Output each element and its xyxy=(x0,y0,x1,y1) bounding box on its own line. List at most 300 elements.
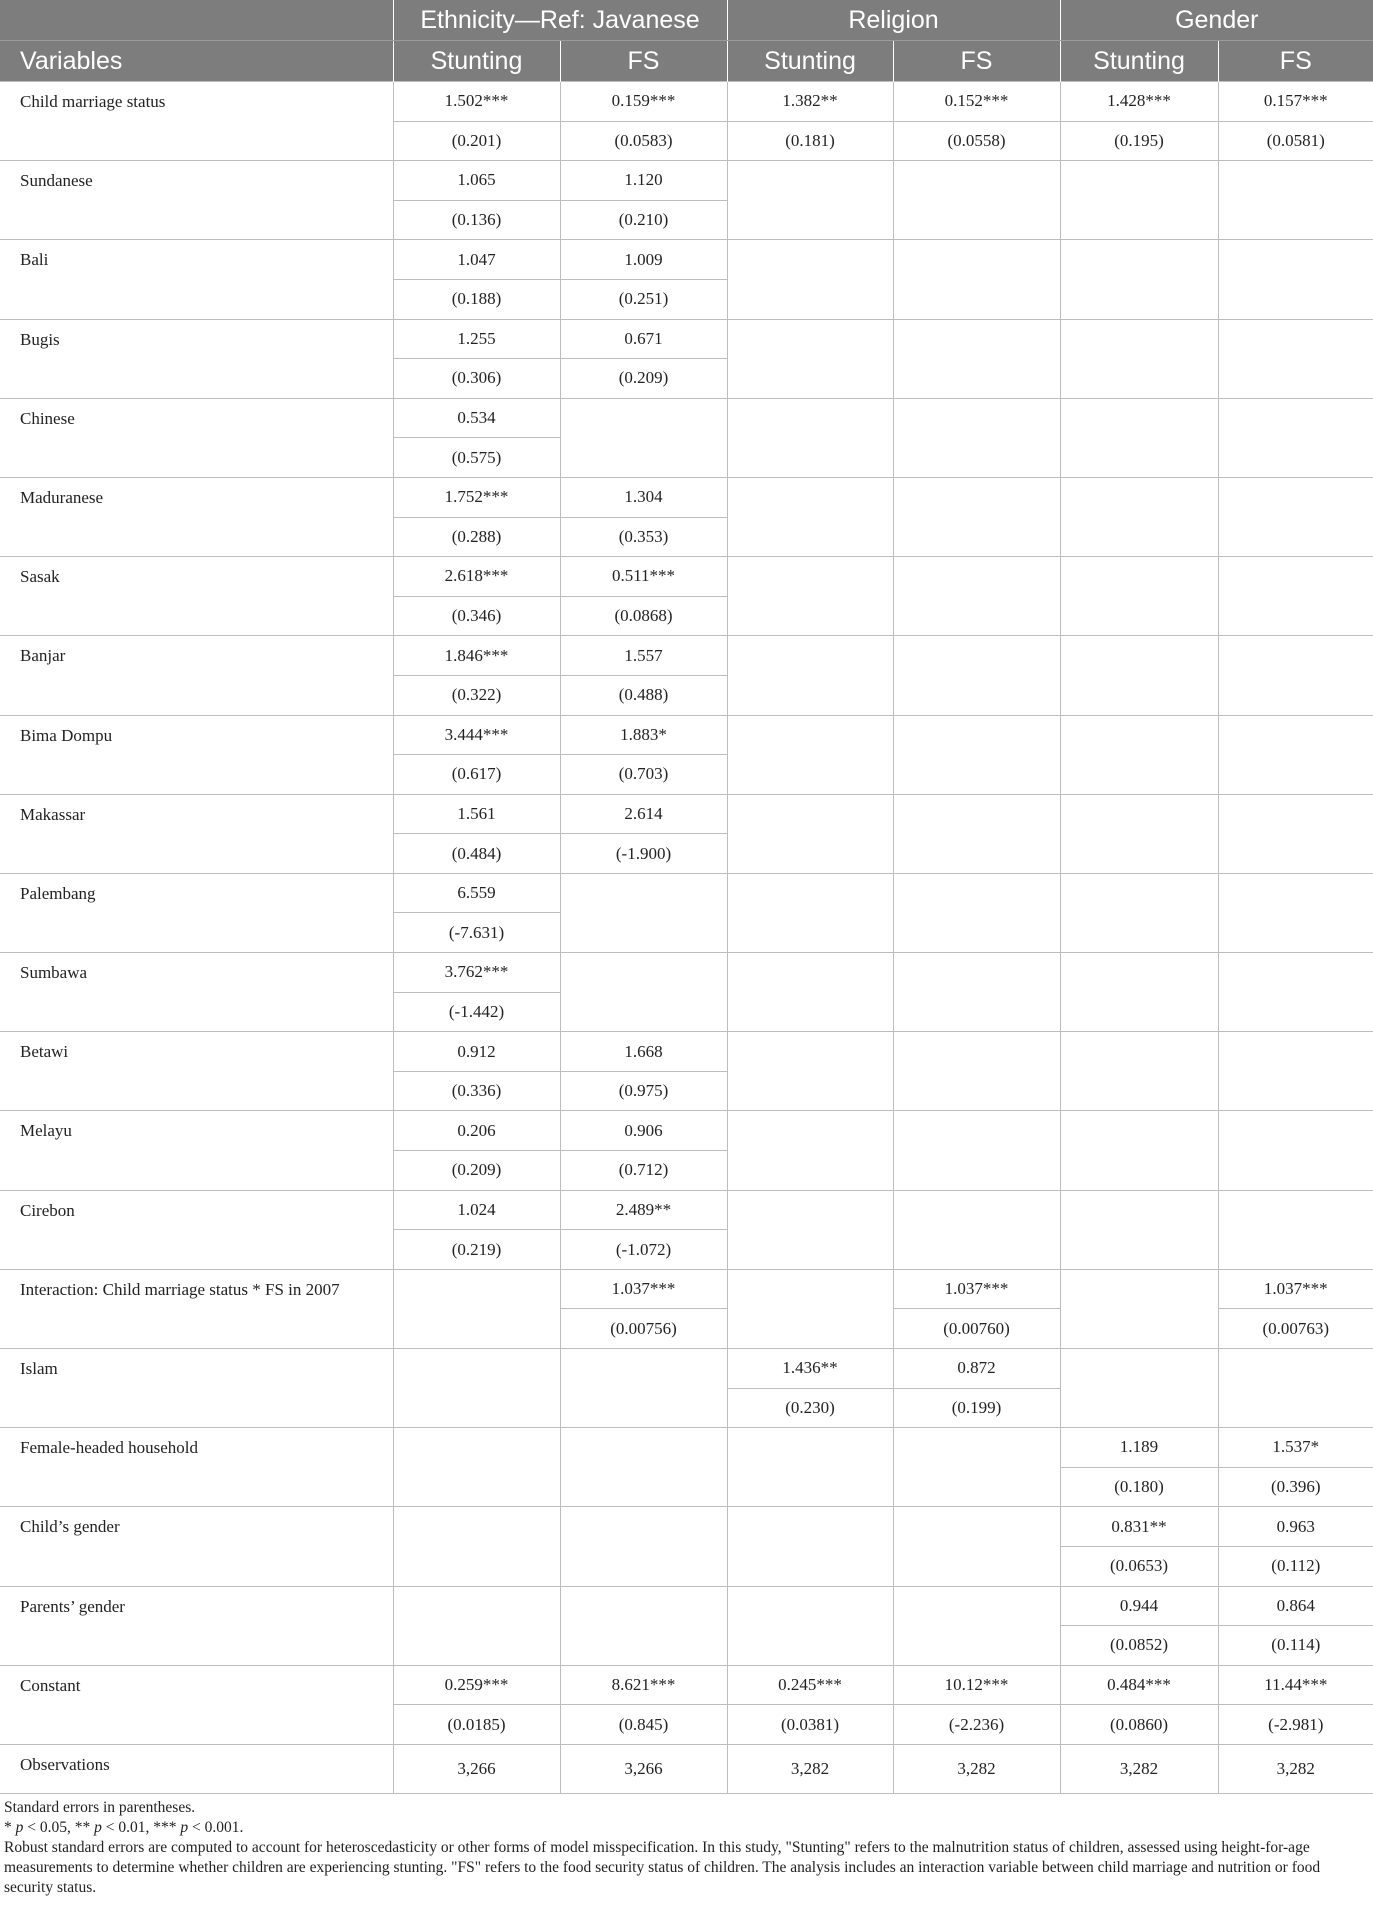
empty-cell xyxy=(727,398,893,438)
empty-cell xyxy=(727,992,893,1032)
std-error-cell: (0.703) xyxy=(560,755,727,795)
empty-cell xyxy=(393,1428,560,1468)
empty-cell xyxy=(727,557,893,597)
table-row xyxy=(0,557,1373,597)
group-header-religion: Religion xyxy=(727,0,1060,41)
std-error-cell: (0.114) xyxy=(1218,1626,1373,1666)
std-error-cell: (0.112) xyxy=(1218,1546,1373,1586)
std-error-cell: (0.306) xyxy=(393,359,560,399)
empty-cell xyxy=(560,913,727,953)
std-error-cell: (0.336) xyxy=(393,1071,560,1111)
std-error-cell: (0.288) xyxy=(393,517,560,557)
variable-name: Melayu xyxy=(0,1111,393,1190)
empty-cell xyxy=(1060,279,1218,319)
empty-cell xyxy=(727,161,893,201)
coefficient-cell: 0.484*** xyxy=(1060,1665,1218,1705)
empty-cell xyxy=(560,1507,727,1547)
std-error-cell: (0.201) xyxy=(393,121,560,161)
empty-cell xyxy=(1060,1151,1218,1191)
empty-cell xyxy=(893,636,1060,676)
empty-cell xyxy=(727,913,893,953)
empty-cell xyxy=(727,1586,893,1626)
empty-cell xyxy=(893,596,1060,636)
empty-cell xyxy=(893,755,1060,795)
empty-cell xyxy=(727,1626,893,1666)
empty-cell xyxy=(393,1586,560,1626)
std-error-cell: (0.0381) xyxy=(727,1705,893,1745)
empty-cell xyxy=(727,1467,893,1507)
std-error-cell: (0.0868) xyxy=(560,596,727,636)
coefficient-cell: 1.255 xyxy=(393,319,560,359)
empty-cell xyxy=(893,359,1060,399)
coefficient-cell: 0.259*** xyxy=(393,1665,560,1705)
empty-cell xyxy=(393,1546,560,1586)
coefficient-cell: 6.559 xyxy=(393,873,560,913)
coefficient-cell: 0.864 xyxy=(1218,1586,1373,1626)
empty-cell xyxy=(893,953,1060,993)
empty-cell xyxy=(1218,675,1373,715)
empty-cell xyxy=(1060,953,1218,993)
coefficient-cell: 0.157*** xyxy=(1218,82,1373,122)
empty-cell xyxy=(1218,279,1373,319)
std-error-cell: (0.396) xyxy=(1218,1467,1373,1507)
variable-name: Child marriage status xyxy=(0,82,393,161)
empty-cell xyxy=(1060,517,1218,557)
empty-cell xyxy=(393,1467,560,1507)
coefficient-cell: 0.944 xyxy=(1060,1586,1218,1626)
std-error-cell: (0.617) xyxy=(393,755,560,795)
empty-cell xyxy=(893,1507,1060,1547)
table-row xyxy=(0,161,1373,201)
table-row xyxy=(0,1269,1373,1309)
empty-cell xyxy=(393,1388,560,1428)
empty-cell xyxy=(727,200,893,240)
empty-cell xyxy=(727,636,893,676)
empty-cell xyxy=(1060,1071,1218,1111)
coefficient-cell: 1.189 xyxy=(1060,1428,1218,1468)
table-row xyxy=(0,477,1373,517)
empty-cell xyxy=(1218,398,1373,438)
empty-cell xyxy=(560,1349,727,1389)
table-row xyxy=(0,1111,1373,1151)
empty-cell xyxy=(893,1111,1060,1151)
std-error-cell: (0.346) xyxy=(393,596,560,636)
coefficient-cell: 1.037*** xyxy=(1218,1269,1373,1309)
empty-cell xyxy=(893,992,1060,1032)
observations-row xyxy=(0,1744,1373,1793)
empty-cell xyxy=(727,834,893,874)
empty-cell xyxy=(893,1151,1060,1191)
empty-cell xyxy=(893,1467,1060,1507)
std-error-cell: (0.322) xyxy=(393,675,560,715)
empty-cell xyxy=(727,1151,893,1191)
empty-cell xyxy=(727,1230,893,1270)
coefficient-cell: 0.152*** xyxy=(893,82,1060,122)
coefficient-cell: 1.846*** xyxy=(393,636,560,676)
empty-cell xyxy=(1218,319,1373,359)
std-error-cell: (0.209) xyxy=(393,1151,560,1191)
empty-cell xyxy=(560,992,727,1032)
column-header: FS xyxy=(893,41,1060,82)
empty-cell xyxy=(893,794,1060,834)
std-error-cell: (0.230) xyxy=(727,1388,893,1428)
empty-cell xyxy=(1060,1230,1218,1270)
empty-cell xyxy=(1060,1190,1218,1230)
empty-cell xyxy=(1060,675,1218,715)
observations-cell: 3,282 xyxy=(1218,1744,1373,1793)
coefficient-cell: 3.444*** xyxy=(393,715,560,755)
coefficient-cell: 1.047 xyxy=(393,240,560,280)
coefficient-cell: 1.382** xyxy=(727,82,893,122)
empty-cell xyxy=(893,1626,1060,1666)
empty-cell xyxy=(893,1032,1060,1072)
coefficient-cell: 0.671 xyxy=(560,319,727,359)
coefficient-cell: 1.037*** xyxy=(560,1269,727,1309)
empty-cell xyxy=(560,1428,727,1468)
empty-cell xyxy=(1060,200,1218,240)
variable-name: Betawi xyxy=(0,1032,393,1111)
variable-name: Sundanese xyxy=(0,161,393,240)
empty-cell xyxy=(560,1388,727,1428)
empty-cell xyxy=(893,873,1060,913)
empty-cell xyxy=(1060,161,1218,201)
coefficient-cell: 0.872 xyxy=(893,1349,1060,1389)
variable-name: Maduranese xyxy=(0,477,393,556)
coefficient-cell: 10.12*** xyxy=(893,1665,1060,1705)
variable-name: Female-headed household xyxy=(0,1428,393,1507)
table-body xyxy=(0,82,1373,1794)
std-error-cell: (-1.072) xyxy=(560,1230,727,1270)
coefficient-cell: 0.912 xyxy=(393,1032,560,1072)
empty-cell xyxy=(1218,1388,1373,1428)
table-row xyxy=(0,398,1373,438)
empty-cell xyxy=(727,319,893,359)
empty-cell xyxy=(1218,517,1373,557)
empty-cell xyxy=(727,755,893,795)
variable-name: Palembang xyxy=(0,873,393,952)
empty-cell xyxy=(893,913,1060,953)
observations-cell: 3,282 xyxy=(727,1744,893,1793)
coefficient-cell: 3.762*** xyxy=(393,953,560,993)
variable-name: Sumbawa xyxy=(0,953,393,1032)
std-error-cell: (0.488) xyxy=(560,675,727,715)
std-error-cell: (0.353) xyxy=(560,517,727,557)
empty-cell xyxy=(893,438,1060,478)
empty-cell xyxy=(893,477,1060,517)
std-error-cell: (0.188) xyxy=(393,279,560,319)
coefficient-cell: 0.159*** xyxy=(560,82,727,122)
empty-cell xyxy=(1060,913,1218,953)
observations-cell: 3,282 xyxy=(1060,1744,1218,1793)
coefficient-cell: 2.489** xyxy=(560,1190,727,1230)
empty-cell xyxy=(1218,913,1373,953)
coefficient-cell: 1.752*** xyxy=(393,477,560,517)
empty-cell xyxy=(1218,873,1373,913)
table-row xyxy=(0,319,1373,359)
coefficient-cell: 0.831** xyxy=(1060,1507,1218,1547)
table-notes xyxy=(0,1794,1373,1898)
variable-name: Makassar xyxy=(0,794,393,873)
empty-cell xyxy=(560,1626,727,1666)
empty-cell xyxy=(727,279,893,319)
group-header-gender: Gender xyxy=(1060,0,1373,41)
empty-cell xyxy=(393,1626,560,1666)
std-error-cell: (0.00760) xyxy=(893,1309,1060,1349)
std-error-cell: (0.484) xyxy=(393,834,560,874)
empty-cell xyxy=(893,517,1060,557)
empty-cell xyxy=(893,1190,1060,1230)
column-header: FS xyxy=(1218,41,1373,82)
table-row xyxy=(0,1032,1373,1072)
empty-cell xyxy=(893,1586,1060,1626)
empty-cell xyxy=(1060,438,1218,478)
empty-cell xyxy=(1060,398,1218,438)
empty-cell xyxy=(727,240,893,280)
empty-cell xyxy=(1218,1111,1373,1151)
empty-cell xyxy=(893,240,1060,280)
empty-cell xyxy=(893,675,1060,715)
variable-name: Bugis xyxy=(0,319,393,398)
std-error-cell: (0.181) xyxy=(727,121,893,161)
std-error-cell: (-7.631) xyxy=(393,913,560,953)
coefficient-cell: 1.668 xyxy=(560,1032,727,1072)
column-header: Stunting xyxy=(1060,41,1218,82)
observations-cell: 3,266 xyxy=(393,1744,560,1793)
column-header: Stunting xyxy=(727,41,893,82)
coefficient-cell: 0.206 xyxy=(393,1111,560,1151)
empty-cell xyxy=(727,675,893,715)
coefficient-cell: 1.557 xyxy=(560,636,727,676)
table-row xyxy=(0,636,1373,676)
empty-cell xyxy=(1218,794,1373,834)
empty-cell xyxy=(560,398,727,438)
empty-cell xyxy=(1060,1388,1218,1428)
std-error-cell: (0.0852) xyxy=(1060,1626,1218,1666)
empty-cell xyxy=(893,1230,1060,1270)
empty-cell xyxy=(893,161,1060,201)
table-row xyxy=(0,953,1373,993)
empty-cell xyxy=(393,1349,560,1389)
empty-cell xyxy=(1060,359,1218,399)
variable-name: Chinese xyxy=(0,398,393,477)
empty-cell xyxy=(560,953,727,993)
coefficient-cell: 11.44*** xyxy=(1218,1665,1373,1705)
empty-cell xyxy=(727,359,893,399)
variable-name: Parents’ gender xyxy=(0,1586,393,1665)
empty-cell xyxy=(1060,992,1218,1032)
empty-cell xyxy=(727,1507,893,1547)
empty-cell xyxy=(1060,1309,1218,1349)
empty-cell xyxy=(1060,240,1218,280)
empty-cell xyxy=(1218,596,1373,636)
table-row xyxy=(0,82,1373,122)
empty-cell xyxy=(1060,1032,1218,1072)
empty-cell xyxy=(1218,200,1373,240)
std-error-cell: (0.210) xyxy=(560,200,727,240)
variable-name: Banjar xyxy=(0,636,393,715)
empty-cell xyxy=(727,715,893,755)
empty-cell xyxy=(727,953,893,993)
group-header-ethnicity: Ethnicity—Ref: Javanese xyxy=(393,0,727,41)
coefficient-cell: 1.883* xyxy=(560,715,727,755)
empty-cell xyxy=(560,1546,727,1586)
empty-cell xyxy=(1218,1349,1373,1389)
std-error-cell: (0.195) xyxy=(1060,121,1218,161)
empty-cell xyxy=(1218,359,1373,399)
coefficient-cell: 0.534 xyxy=(393,398,560,438)
coefficient-cell: 2.618*** xyxy=(393,557,560,597)
table-row xyxy=(0,240,1373,280)
empty-cell xyxy=(727,517,893,557)
std-error-cell: (0.0583) xyxy=(560,121,727,161)
empty-cell xyxy=(1218,834,1373,874)
std-error-cell: (0.199) xyxy=(893,1388,1060,1428)
empty-cell xyxy=(560,873,727,913)
header-blank xyxy=(0,0,393,41)
empty-cell xyxy=(1060,715,1218,755)
empty-cell xyxy=(1218,715,1373,755)
empty-cell xyxy=(1218,1071,1373,1111)
empty-cell xyxy=(1218,557,1373,597)
coefficient-cell: 1.009 xyxy=(560,240,727,280)
std-error-cell: (-1.442) xyxy=(393,992,560,1032)
std-error-cell: (0.0860) xyxy=(1060,1705,1218,1745)
empty-cell xyxy=(1218,636,1373,676)
variable-name: Cirebon xyxy=(0,1190,393,1269)
empty-cell xyxy=(1060,755,1218,795)
std-error-cell: (0.209) xyxy=(560,359,727,399)
empty-cell xyxy=(893,398,1060,438)
empty-cell xyxy=(893,1071,1060,1111)
coefficient-cell: 1.120 xyxy=(560,161,727,201)
variable-name: Constant xyxy=(0,1665,393,1744)
empty-cell xyxy=(1060,1269,1218,1309)
empty-cell xyxy=(727,794,893,834)
variable-name: Sasak xyxy=(0,557,393,636)
std-error-cell: (0.845) xyxy=(560,1705,727,1745)
empty-cell xyxy=(1060,477,1218,517)
variable-name: Bima Dompu xyxy=(0,715,393,794)
table-row xyxy=(0,1190,1373,1230)
std-error-cell: (0.136) xyxy=(393,200,560,240)
coefficient-cell: 1.436** xyxy=(727,1349,893,1389)
coefficient-cell: 1.037*** xyxy=(893,1269,1060,1309)
std-error-cell: (-1.900) xyxy=(560,834,727,874)
std-error-cell: (0.251) xyxy=(560,279,727,319)
empty-cell xyxy=(393,1309,560,1349)
std-error-cell: (0.219) xyxy=(393,1230,560,1270)
empty-cell xyxy=(893,557,1060,597)
empty-cell xyxy=(1218,438,1373,478)
observations-label: Observations xyxy=(0,1744,393,1793)
empty-cell xyxy=(560,1467,727,1507)
column-header: Stunting xyxy=(393,41,560,82)
empty-cell xyxy=(893,1428,1060,1468)
column-header: FS xyxy=(560,41,727,82)
std-error-cell: (0.0185) xyxy=(393,1705,560,1745)
std-error-cell: (0.712) xyxy=(560,1151,727,1191)
std-error-cell: (0.00756) xyxy=(560,1309,727,1349)
empty-cell xyxy=(1060,1111,1218,1151)
empty-cell xyxy=(393,1507,560,1547)
coefficient-cell: 1.065 xyxy=(393,161,560,201)
table-row xyxy=(0,1586,1373,1626)
coefficient-cell: 1.537* xyxy=(1218,1428,1373,1468)
empty-cell xyxy=(1060,873,1218,913)
empty-cell xyxy=(1060,557,1218,597)
empty-cell xyxy=(727,1071,893,1111)
std-error-cell: (0.0653) xyxy=(1060,1546,1218,1586)
empty-cell xyxy=(1060,596,1218,636)
empty-cell xyxy=(1218,1151,1373,1191)
empty-cell xyxy=(727,1032,893,1072)
std-error-cell: (0.0581) xyxy=(1218,121,1373,161)
coefficient-cell: 0.511*** xyxy=(560,557,727,597)
empty-cell xyxy=(1218,755,1373,795)
std-error-cell: (0.0558) xyxy=(893,121,1060,161)
empty-cell xyxy=(893,715,1060,755)
p-value-note: * p < 0.05, ** p < 0.01, *** p < 0.001. xyxy=(4,1818,244,1836)
table-row xyxy=(0,1665,1373,1705)
table-row xyxy=(0,1349,1373,1389)
empty-cell xyxy=(727,477,893,517)
variable-name: Bali xyxy=(0,240,393,319)
empty-cell xyxy=(560,438,727,478)
empty-cell xyxy=(893,834,1060,874)
empty-cell xyxy=(1218,953,1373,993)
empty-cell xyxy=(1060,319,1218,359)
empty-cell xyxy=(727,1190,893,1230)
table-header xyxy=(0,0,1373,82)
std-error-cell: (-2.236) xyxy=(893,1705,1060,1745)
table-row xyxy=(0,715,1373,755)
empty-cell xyxy=(1218,1230,1373,1270)
empty-cell xyxy=(727,1546,893,1586)
coefficient-cell: 2.614 xyxy=(560,794,727,834)
robust-se-note: Robust standard errors are computed to account for heteroscedasticity or other forms of model misspecification. In this study, "Stunting" refers to the malnutrition status of children, assessed using height-for-age measurements to determine whether children are experiencing stunting. "FS" refers to the food security status of children. The analysis includes an interaction variable between child marriage and nutrition or food security status. xyxy=(4,1838,1321,1896)
empty-cell xyxy=(1218,161,1373,201)
observations-cell: 3,282 xyxy=(893,1744,1060,1793)
empty-cell xyxy=(893,1546,1060,1586)
std-error-cell: (0.575) xyxy=(393,438,560,478)
coefficient-cell: 1.304 xyxy=(560,477,727,517)
std-error-cell: (0.975) xyxy=(560,1071,727,1111)
empty-cell xyxy=(893,279,1060,319)
coefficient-cell: 0.906 xyxy=(560,1111,727,1151)
empty-cell xyxy=(727,1428,893,1468)
empty-cell xyxy=(727,1111,893,1151)
variable-name: Interaction: Child marriage status * FS in 2007 xyxy=(0,1269,393,1348)
empty-cell xyxy=(1218,477,1373,517)
table-row xyxy=(0,794,1373,834)
std-error-cell: (-2.981) xyxy=(1218,1705,1373,1745)
empty-cell xyxy=(393,1269,560,1309)
coefficient-cell: 0.963 xyxy=(1218,1507,1373,1547)
std-error-cell: (0.180) xyxy=(1060,1467,1218,1507)
coefficient-cell: 1.024 xyxy=(393,1190,560,1230)
empty-cell xyxy=(1218,1190,1373,1230)
observations-cell: 3,266 xyxy=(560,1744,727,1793)
empty-cell xyxy=(727,438,893,478)
empty-cell xyxy=(893,200,1060,240)
empty-cell xyxy=(1060,636,1218,676)
empty-cell xyxy=(727,596,893,636)
variable-name: Child’s gender xyxy=(0,1507,393,1586)
empty-cell xyxy=(1060,794,1218,834)
empty-cell xyxy=(893,319,1060,359)
empty-cell xyxy=(1060,834,1218,874)
empty-cell xyxy=(1218,1032,1373,1072)
